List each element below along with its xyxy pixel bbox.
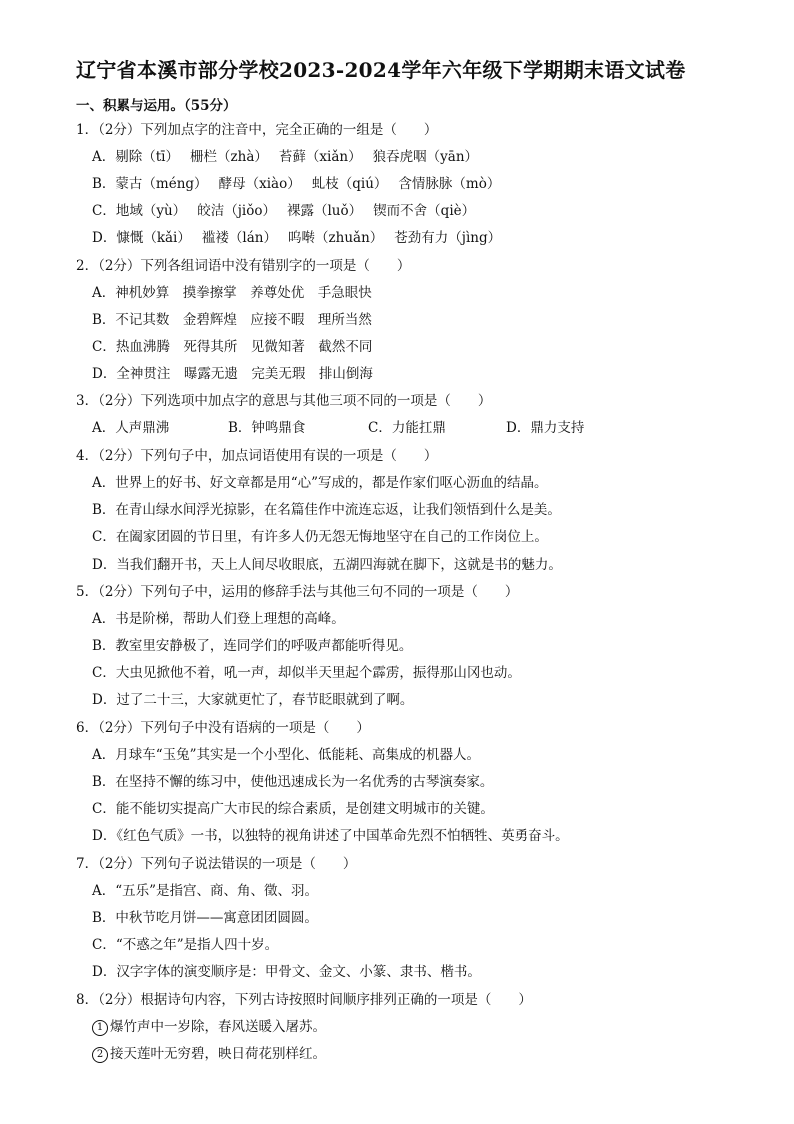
- question-2-option-b: B．不记其数 金碧辉煌 应接不暇 理所当然: [92, 312, 372, 328]
- question-6-option-b: B．在坚持不懈的练习中，使他迅速成长为一名优秀的古琴演奏家。: [92, 774, 494, 790]
- question-5-stem: 5．（2分）下列句子中，运用的修辞手法与其他三句不同的一项是（ ）: [76, 584, 519, 600]
- question-3-option-b: B．钟鸣鼎食: [228, 420, 306, 436]
- poem-2-text: 接天莲叶无穷碧，映日荷花别样红。: [110, 1046, 326, 1062]
- circled-number-1: 1: [92, 1020, 108, 1036]
- question-1-option-a: A．剔除（tī） 栅栏（zhà） 苔藓（xiǎn） 狼吞虎咽（yān）: [92, 149, 479, 165]
- question-5-option-c: C．大虫见掀他不着，吼一声，却似半天里起个霹雳，振得那山冈也动。: [92, 665, 521, 681]
- question-7-option-c: C．“不惑之年”是指人四十岁。: [92, 937, 279, 953]
- question-8-poem-1: [92, 1018, 326, 1036]
- question-3-options: [92, 419, 646, 437]
- question-2-option-d: D．全神贯注 曝露无遗 完美无瑕 排山倒海: [92, 366, 373, 382]
- question-3-option-a: A．人声鼎沸: [92, 420, 170, 436]
- page-title: 辽宁省本溪市部分学校2023-2024学年六年级下学期期末语文试卷: [76, 58, 686, 82]
- question-1-option-d: D．慷慨（kǎi） 褴褛（lán） 呜啭（zhuǎn） 苍劲有力（jìng）: [92, 230, 502, 246]
- question-4-option-b: B．在青山绿水间浮光掠影，在名篇佳作中流连忘返，让我们领悟到什么是美。: [92, 502, 561, 518]
- question-6-stem: 6．（2分）下列句子中没有语病的一项是（ ）: [76, 720, 370, 736]
- question-3-stem: 3．（2分）下列选项中加点字的意思与其他三项不同的一项是（ ）: [76, 393, 492, 409]
- section-heading: 一、积累与运用。（55分）: [76, 98, 237, 114]
- question-4-option-a: A．世界上的好书、好文章都是用“心”写成的，都是作家们呕心沥血的结晶。: [92, 475, 548, 491]
- poem-1-text: 爆竹声中一岁除，春风送暖入屠苏。: [110, 1019, 326, 1035]
- question-2-option-c: C．热血沸腾 死得其所 见微知著 截然不同: [92, 339, 373, 355]
- question-1-option-c: C．地域（yù） 皎洁（jiǒo） 裸露（luǒ） 锲而不舍（qiè）: [92, 203, 476, 219]
- question-5-option-b: B．教室里安静极了，连同学们的呼吸声都能听得见。: [92, 638, 413, 654]
- question-4-option-d: D．当我们翻开书，天上人间尽收眼底，五湖四海就在脚下，这就是书的魅力。: [92, 557, 562, 573]
- question-1-stem: 1．（2分）下列加点字的注音中，完全正确的一组是（ ）: [76, 122, 438, 138]
- question-5-option-d: D．过了二十三，大家就更忙了，春节眨眼就到了啊。: [92, 692, 414, 708]
- question-7-option-b: B．中秋节吃月饼——寓意团团圆圆。: [92, 910, 318, 926]
- question-7-option-d: D．汉字字体的演变顺序是：甲骨文、金文、小篆、隶书、楷书。: [92, 964, 481, 980]
- question-2-option-a: A．神机妙算 摸拳擦掌 养尊处优 手急眼快: [92, 285, 372, 301]
- question-4-option-c: C．在阖家团圆的节日里，有许多人仍无怨无悔地坚守在自己的工作岗位上。: [92, 529, 548, 545]
- question-5-option-a: A．书是阶梯，帮助人们登上理想的高峰。: [92, 611, 345, 627]
- question-3-option-c: C．力能扛鼎: [368, 420, 446, 436]
- question-8-poem-2: [92, 1045, 326, 1063]
- circled-number-2: 2: [92, 1047, 108, 1063]
- question-8-stem: 8．（2分）根据诗句内容，下列古诗按照时间顺序排列正确的一项是（ ）: [76, 992, 532, 1008]
- question-1-option-b: B．蒙古（méng） 酵母（xiào） 虬枝（qiú） 含情脉脉（mò）: [92, 176, 501, 192]
- question-2-stem: 2．（2分）下列各组词语中没有错别字的一项是（ ）: [76, 258, 411, 274]
- question-3-option-d: D．鼎力支持: [506, 420, 585, 436]
- question-6-option-a: A．月球车“玉兔”其实是一个小型化、低能耗、高集成的机器人。: [92, 747, 481, 763]
- question-6-option-c: C．能不能切实提高广大市民的综合素质，是创建文明城市的关键。: [92, 801, 494, 817]
- question-4-stem: 4．（2分）下列句子中，加点词语使用有误的一项是（ ）: [76, 448, 438, 464]
- question-6-option-d: D．《红色气质》一书，以独特的视角讲述了中国革命先烈不怕牺牲、英勇奋斗。: [92, 828, 569, 844]
- question-7-stem: 7．（2分）下列句子说法错误的一项是（ ）: [76, 856, 357, 872]
- question-7-option-a: A．“五乐”是指宫、商、角、徵、羽。: [92, 883, 319, 899]
